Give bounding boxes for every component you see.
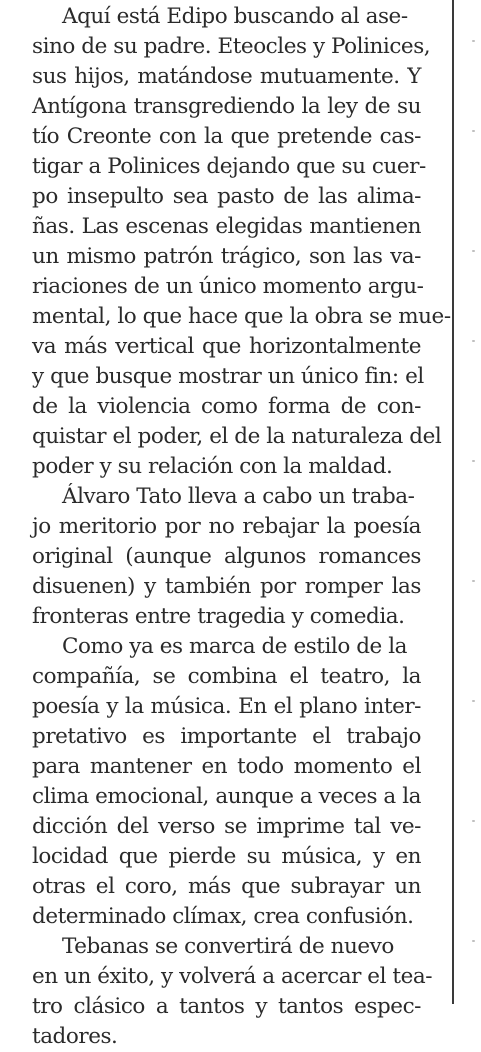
text-line: tadores. xyxy=(32,1024,118,1049)
text-line: va más vertical que horizontalmente xyxy=(32,334,421,359)
text-line: disuenen) y también por romper las xyxy=(32,574,421,599)
text-line: de la violencia como forma de con- xyxy=(32,394,421,419)
text-line: locidad que pierde su música, y en xyxy=(32,844,421,869)
bleed-mark xyxy=(472,820,475,822)
text-line: pretativo es importante el trabajo xyxy=(32,724,421,749)
text-line: otras el coro, más que subrayar un xyxy=(32,874,421,899)
text-line: Como ya es marca de estilo de la xyxy=(62,634,407,659)
text-line: original (aunque algunos romances xyxy=(32,544,421,569)
text-line: riaciones de un único momento argu- xyxy=(32,274,424,299)
text-line: Aquí está Edipo buscando al ase- xyxy=(62,4,408,29)
text-line: y que busque mostrar un único fin: el xyxy=(32,364,424,389)
column-divider xyxy=(452,0,454,1004)
text-line: mental, lo que hace que la obra se mue- xyxy=(32,304,451,329)
text-line: quistar el poder, el de la naturaleza del xyxy=(32,424,442,449)
bleed-mark xyxy=(472,580,475,582)
text-line: Tebanas se convertirá de nuevo xyxy=(62,934,394,959)
bleed-mark xyxy=(472,460,475,462)
bleed-mark xyxy=(472,40,475,42)
text-line: tro clásico a tantos y tantos espec- xyxy=(32,994,421,1019)
bleed-mark xyxy=(472,250,475,252)
text-line: Antígona transgrediendo la ley de su xyxy=(32,94,421,119)
text-line: po insepulto sea pasto de las alima- xyxy=(32,184,421,209)
text-line: sino de su padre. Eteocles y Polinices, xyxy=(32,34,431,59)
text-line: dicción del verso se imprime tal ve- xyxy=(32,814,421,839)
text-line: determinado clímax, crea confusión. xyxy=(32,904,414,929)
bleed-mark xyxy=(472,700,475,702)
text-line: en un éxito, y volverá a acercar el tea- xyxy=(32,964,433,989)
text-line: fronteras entre tragedia y comedia. xyxy=(32,604,405,629)
text-line: Álvaro Tato lleva a cabo un traba- xyxy=(62,484,415,509)
text-line: compañía, se combina el teatro, la xyxy=(32,664,421,689)
text-line: clima emocional, aunque a veces a la xyxy=(32,784,421,809)
text-line: poesía y la música. En el plano inter- xyxy=(32,694,421,719)
text-line: poder y su relación con la maldad. xyxy=(32,454,393,479)
bleed-mark xyxy=(472,940,475,942)
text-line: sus hijos, matándose mutuamente. Y xyxy=(32,64,421,89)
bleed-mark xyxy=(472,340,475,342)
text-line: para mantener en todo momento el xyxy=(32,754,421,779)
text-line: tío Creonte con la que pretende cas- xyxy=(32,124,421,149)
text-line: tigar a Polinices dejando que su cuer- xyxy=(32,154,426,179)
bleed-mark xyxy=(472,130,475,132)
text-line: un mismo patrón trágico, son las va- xyxy=(32,244,421,269)
text-line: ñas. Las escenas elegidas mantienen xyxy=(32,214,421,239)
text-line: jo meritorio por no rebajar la poesía xyxy=(32,514,421,539)
